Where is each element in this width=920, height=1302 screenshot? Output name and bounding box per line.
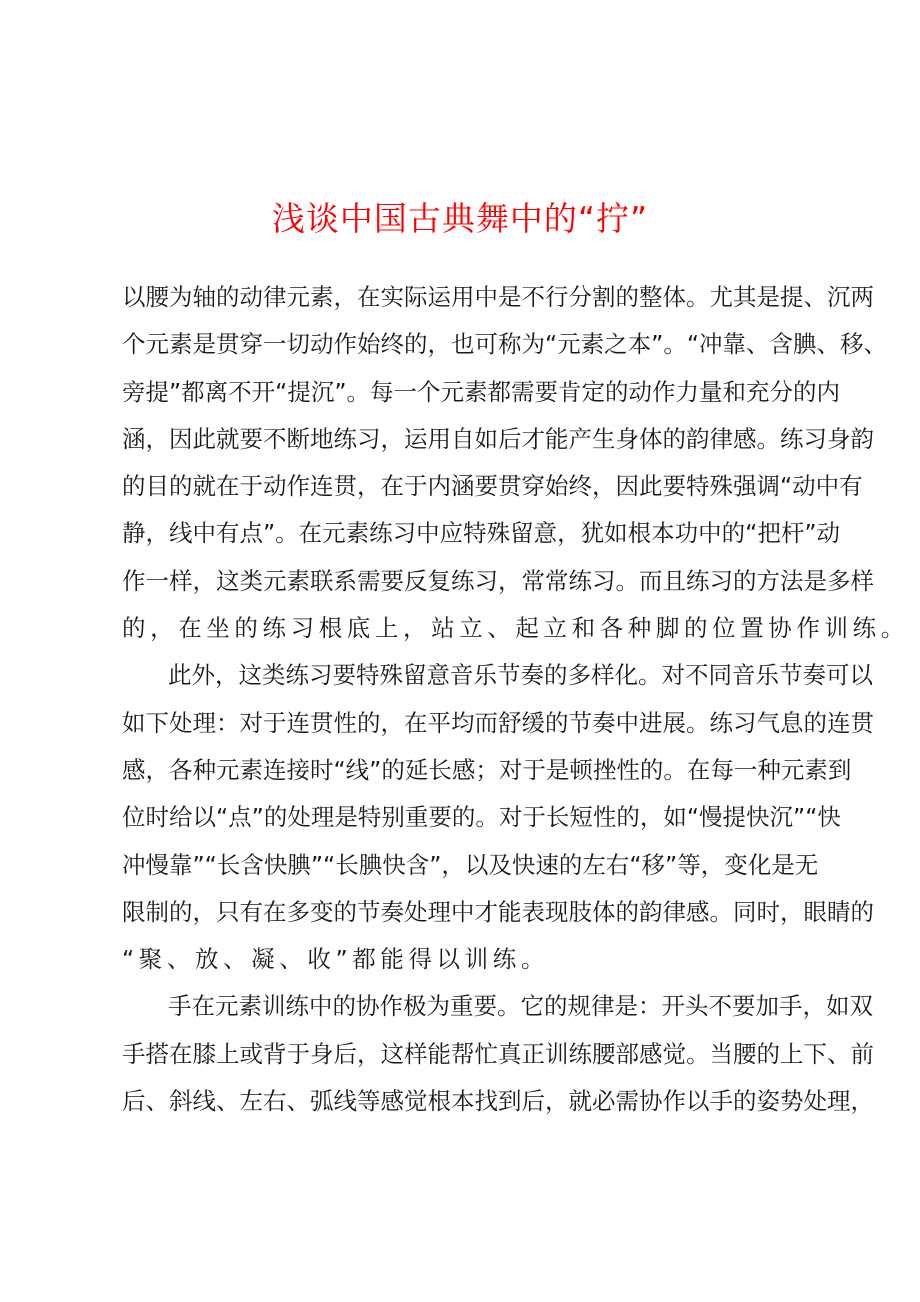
text-line: 手在元素训练中的协作极为重要。它的规律是：开头不要加手，如双 <box>168 992 873 1021</box>
text-line: 旁提”都离不开“提沉”。每一个元素都需要肯定的动作力量和充分的内 <box>122 377 841 406</box>
text-line: 如下处理：对于连贯性的，在平均而舒缓的节奏中进展。练习气息的连贯 <box>122 708 874 737</box>
text-line: “聚、放、凝、收”都能得以训练。 <box>122 945 549 974</box>
text-line: 的，在坐的练习根底上，站立、起立和各种脚的位置协作训练。 <box>122 614 909 643</box>
text-line: 涵，因此就要不断地练习，运用自如后才能产生身体的韵律感。练习身韵 <box>122 424 874 453</box>
text-line: 限制的，只有在多变的节奏处理中才能表现肢体的韵律感。同时，眼睛的 <box>122 897 874 926</box>
text-line: 个元素是贯穿一切动作始终的，也可称为“元素之本”。“冲靠、含腆、移、 <box>122 330 888 359</box>
document-title: 浅谈中国古典舞中的“拧” <box>271 199 649 238</box>
text-line: 以腰为轴的动律元素，在实际运用中是不行分割的整体。尤其是提、沉两 <box>122 283 874 311</box>
text-line: 冲慢靠”“长含快腆”“长腆快含”，以及快速的左右“移”等，变化是无 <box>122 850 819 879</box>
text-line: 后、斜线、左右、弧线等感觉根本找到后，就必需协作以手的姿势处理， <box>122 1087 874 1116</box>
text-line: 的目的就在于动作连贯，在于内涵要贯穿始终，因此要特殊强调“动中有 <box>122 472 863 501</box>
paragraph-2 <box>122 657 874 988</box>
text-line: 手搭在膝上或背于身后，这样能帮忙真正训练腰部感觉。当腰的上下、前 <box>122 1039 874 1068</box>
paragraph-3 <box>122 988 874 1130</box>
text-line: 此外，这类练习要特殊留意音乐节奏的多样化。对不同音乐节奏可以 <box>168 661 873 690</box>
document-body <box>122 279 909 1130</box>
text-line: 感，各种元素连接时“线”的延长感；对于是顿挫性的。在每一种元素到 <box>122 755 852 784</box>
text-line: 静，线中有点”。在元素练习中应特殊留意，犹如根本功中的“把杆”动 <box>122 519 841 548</box>
text-line: 位时给以“点”的处理是特别重要的。对于长短性的，如“慢提快沉”“快 <box>122 803 841 832</box>
text-line: 作一样，这类元素联系需要反复练习，常常练习。而且练习的方法是多样 <box>122 566 874 595</box>
paragraph-1 <box>122 279 909 657</box>
